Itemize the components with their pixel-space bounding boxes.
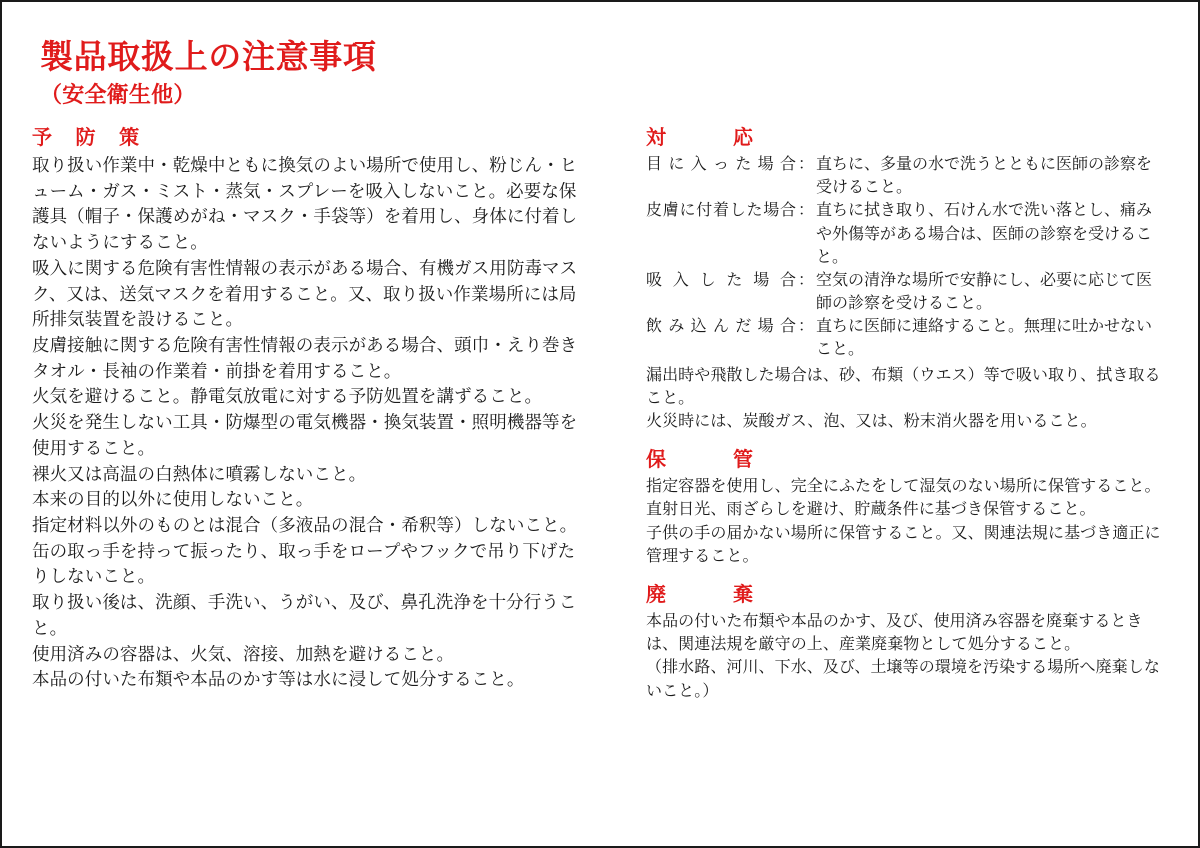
prevention-paragraph: 皮膚接触に関する危険有害性情報の表示がある場合、頭巾・えり巻きタオル・長袖の作業着・前掛を着用すること。	[32, 334, 578, 381]
response-separator: ：	[798, 271, 815, 289]
response-value: 直ちに拭き取り、石けん水で洗い落とし、痛みや外傷等がある場合は、医師の診察を受けること。	[816, 202, 1153, 266]
prevention-heading: 予 防 策	[32, 126, 149, 149]
document-content	[32, 38, 1168, 816]
prevention-paragraph: 缶の取っ手を持って振ったり、取っ手をロープやフックで吊り下げたりしないこと。	[32, 540, 576, 587]
disposal-body	[646, 610, 1166, 703]
prevention-paragraph: 指定材料以外のものとは混合（多液品の混合・希釈等）しないこと。	[32, 515, 578, 535]
storage-paragraph: 直射日光、雨ざらしを避け、貯蔵条件に基づき保管すること。	[646, 501, 1096, 519]
list-item	[646, 269, 1166, 315]
right-column	[646, 125, 1166, 703]
response-label: 飲 み 込 ん だ 場 合	[646, 318, 796, 336]
prevention-column	[32, 125, 592, 703]
disposal-heading: 廃 棄	[646, 583, 762, 606]
response-value: 空気の清浄な場所で安静にし、必要に応じて医師の診察を受けること。	[816, 271, 1153, 313]
page-title: 製品取扱上の注意事項	[40, 38, 377, 75]
response-note: 漏出時や飛散した場合は、砂、布類（ウエス）等で吸い取り、拭き取ること。	[646, 366, 1161, 407]
prevention-paragraph: 取り扱い後は、洗顔、手洗い、うがい、及び、鼻孔洗浄を十分行うこと。	[32, 592, 577, 638]
response-separator: ：	[798, 155, 815, 173]
response-note: 火災時には、炭酸ガス、泡、又は、粉末消火器を用いること。	[646, 413, 1097, 430]
storage-body	[646, 475, 1166, 568]
prevention-paragraph: 裸火又は高温の白熱体に噴霧しないこと。	[32, 463, 367, 484]
storage-paragraph: 指定容器を使用し、完全にふたをして湿気のない場所に保管すること。	[646, 478, 1161, 496]
response-label: 皮膚に付着した場合	[646, 202, 796, 220]
list-item	[646, 199, 1166, 269]
response-value: 直ちに医師に連絡すること。無理に吐かせないこと。	[816, 318, 1153, 359]
two-column-body	[32, 125, 1168, 703]
response-notes	[646, 364, 1166, 434]
response-separator: ：	[798, 202, 815, 220]
page-subtitle: （安全衛生他）	[40, 81, 196, 107]
storage-paragraph: 子供の手の届かない場所に保管すること。又、関連法規に基づき適正に管理すること。	[646, 524, 1161, 565]
prevention-paragraph: 火気を避けること。静電気放電に対する予防処置を講ずること。	[32, 386, 543, 407]
prevention-paragraph: 火災を発生しない工具・防爆型の電気機器・換気装置・照明機器等を使用すること。	[32, 412, 578, 458]
list-item	[646, 315, 1166, 361]
prevention-body	[32, 153, 592, 693]
response-label: 目 に 入 っ た 場 合	[646, 155, 796, 173]
prevention-paragraph: 吸入に関する危険有害性情報の表示がある場合、有機ガス用防毒マスク、又は、送気マスクを着用すること。又、取り扱い作業場所には局所排気装置を設けること。	[32, 257, 578, 330]
prevention-paragraph: 本品の付いた布類や本品のかす等は水に浸して処分すること。	[32, 669, 525, 690]
list-item	[646, 153, 1166, 199]
prevention-paragraph: 本来の目的以外に使用しないこと。	[32, 489, 314, 510]
response-heading: 対 応	[646, 126, 762, 149]
response-list	[646, 153, 1166, 362]
disposal-paragraph: （排水路、河川、下水、及び、土壌等の環境を汚染する場所へ廃棄しないこと。）	[646, 659, 1160, 700]
prevention-paragraph: 取り扱い作業中・乾燥中ともに換気のよい場所で使用し、粉じん・ヒューム・ガス・ミスト・蒸気・スプレーを吸入しないこと。必要な保護具（帽子・保護めがね・マスク・手袋等）を着用し、身体に付着しないようにすること。	[32, 154, 578, 253]
response-separator: ：	[798, 318, 815, 336]
storage-heading: 保 管	[646, 449, 762, 472]
disposal-paragraph: 本品の付いた布類や本品のかす、及び、使用済み容器を廃棄するときは、関連法規を厳守の上、産業廃棄物として処分すること。	[646, 612, 1143, 654]
response-label: 吸 入 し た 場 合	[646, 271, 796, 289]
prevention-paragraph: 使用済みの容器は、火気、溶接、加熱を避けること。	[32, 643, 455, 664]
response-value: 直ちに、多量の水で洗うとともに医師の診察を受けること。	[816, 155, 1153, 197]
